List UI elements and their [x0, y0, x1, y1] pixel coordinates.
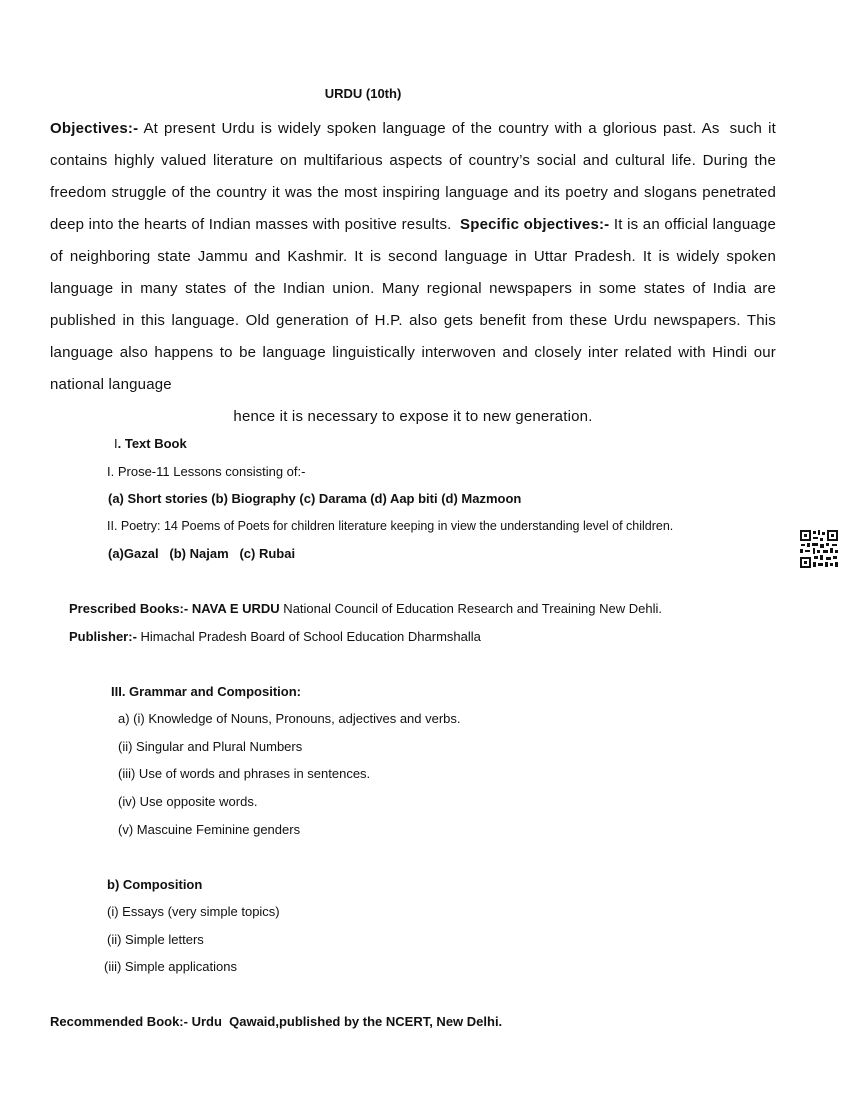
specific-objectives-label: Specific objectives:- [460, 216, 610, 233]
grammar-item: (iii) Use of words and phrases in sentences. [118, 766, 371, 781]
prose-line: I. Prose-11 Lessons consisting of:- [107, 464, 306, 479]
objectives-paragraph [50, 113, 776, 433]
objectives-text-2: such it contains highly valued literature on multifarious aspects of country’s social and cultural life. During the freedom struggle of the country it was the most inspiring language and its poetry and slogans penetrated deep into the hearts of Indian masses with positive results. [50, 120, 776, 233]
prose-types: (a) Short stories (b) Biography (c) Darama (d) Aap biti (d) Mazmoon [108, 491, 522, 506]
specific-objectives-last-line: hence it is necessary to expose it to new generation. [233, 408, 593, 425]
grammar-item: (v) Mascuine Feminine genders [118, 822, 301, 837]
publisher-line [69, 629, 481, 644]
page-title: URDU (10th) [324, 86, 402, 101]
prescribed-books-line [69, 601, 662, 616]
grammar-heading: III. Grammar and Composition: [111, 684, 301, 699]
recommended-book: Recommended Book:- Urdu Qawaid,published by the NCERT, New Delhi. [50, 1014, 503, 1029]
poetry-line: II. Poetry: 14 Poems of Poets for children literature keeping in view the understanding level of children. [107, 519, 674, 533]
prescribed-books-text: National Council of Education Research and Treaining New Dehli. [279, 601, 662, 616]
prescribed-books-label: Prescribed Books:- NAVA E URDU [69, 601, 280, 616]
publisher-text: Himachal Pradesh Board of School Education Dharmshalla [136, 629, 481, 644]
grammar-item: (ii) Singular and Plural Numbers [118, 739, 303, 754]
publisher-label: Publisher:- [69, 629, 137, 644]
text-book-heading [114, 436, 187, 451]
specific-objectives-text: It is an official language of neighboring state Jammu and Kashmir. It is second language in Uttar Pradesh. It is widely spoken language in many states of the Indian union. Many regional newspapers in some states of India are published in this language. Old generation of H.P. also gets benefit from these Urdu newspapers. This language also happens to be language linguistically interwoven and closely inter related with Hindi our national language [50, 216, 776, 393]
poetry-types: (a)Gazal (b) Najam (c) Rubai [108, 546, 296, 561]
text-book-heading-label: . Text Book [117, 436, 187, 451]
grammar-item: (iv) Use opposite words. [118, 794, 258, 809]
objectives-label: Objectives:- [50, 120, 139, 137]
text-book-heading-num: I [114, 436, 118, 451]
composition-item: (i) Essays (very simple topics) [107, 904, 280, 919]
composition-item: (ii) Simple letters [107, 932, 204, 947]
grammar-item: a) (i) Knowledge of Nouns, Pronouns, adjectives and verbs. [118, 711, 461, 726]
objectives-text-1: At present Urdu is widely spoken language of the country with a glorious past. As [138, 120, 720, 137]
qr-code-icon [799, 529, 839, 569]
composition-item: (iii) Simple applications [104, 959, 237, 974]
composition-heading: b) Composition [107, 877, 203, 892]
